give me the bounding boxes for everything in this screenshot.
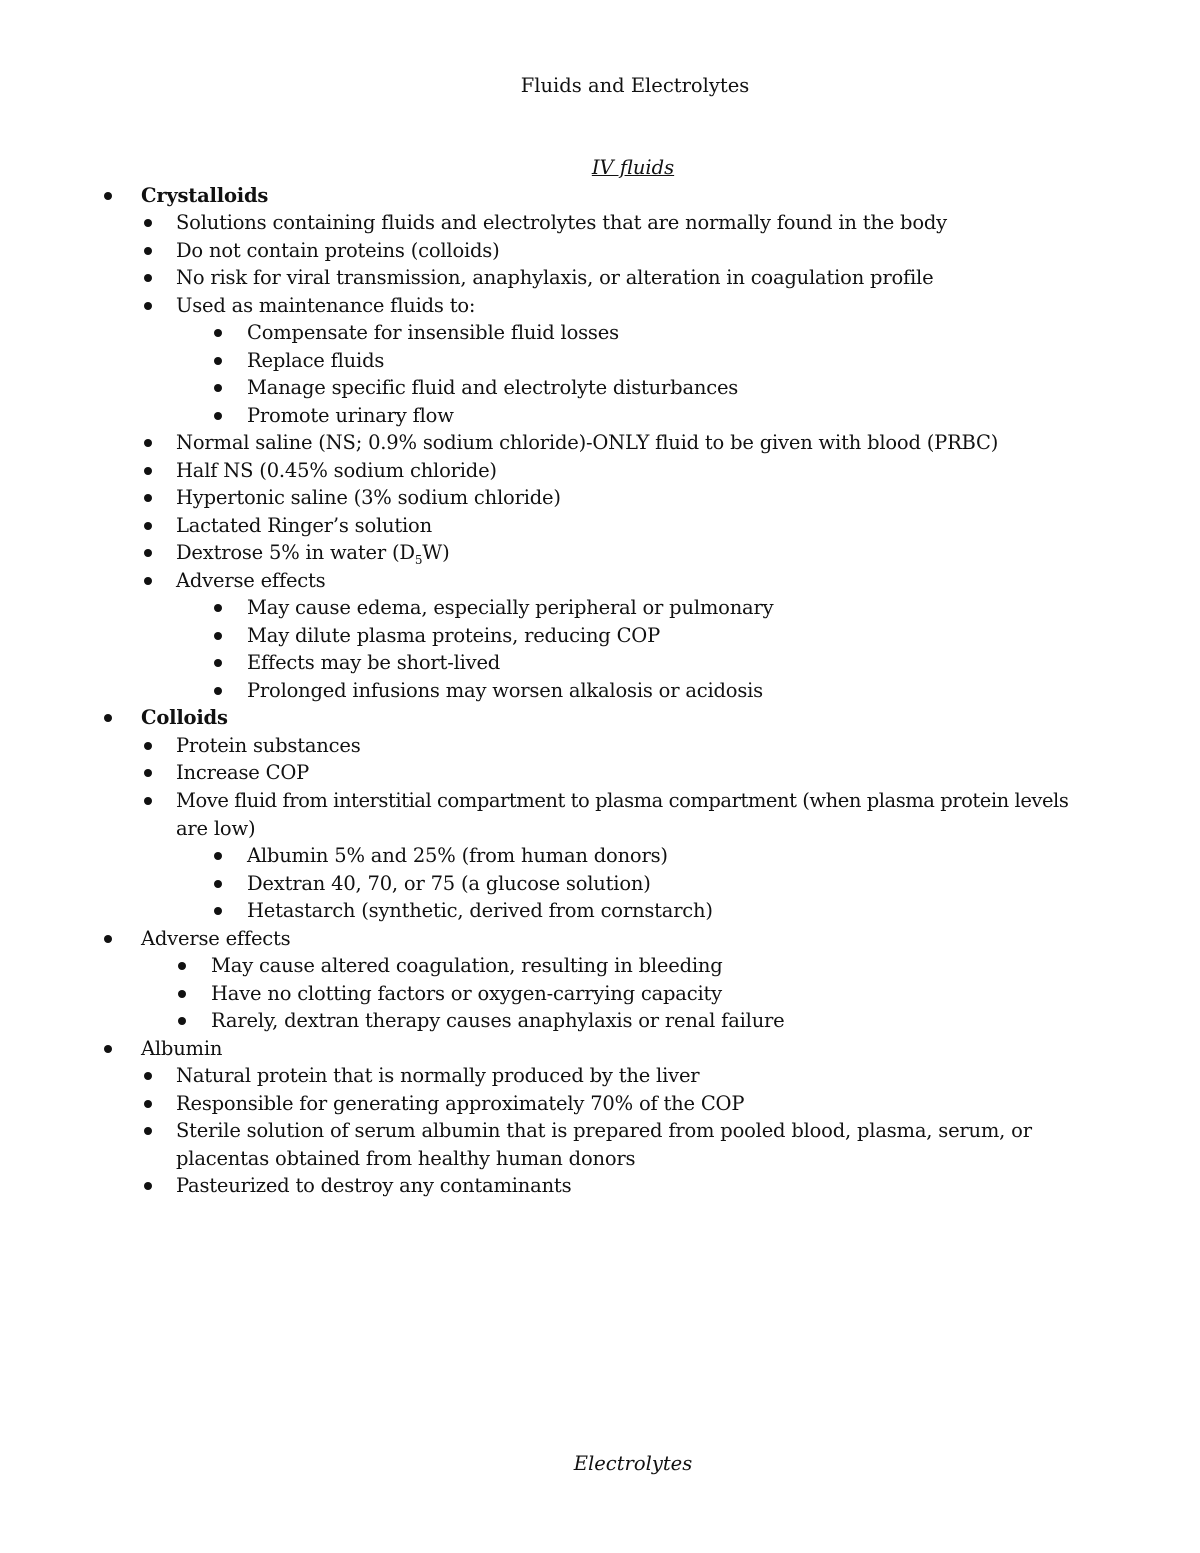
list-item-adverse-effects: Adverse effects [141, 927, 291, 950]
bullet-icon [214, 687, 222, 695]
bullet-icon [104, 1045, 112, 1053]
list-item: Protein substances [176, 734, 361, 757]
bullet-icon [144, 522, 152, 530]
document-title: Fluids and Electrolytes [520, 74, 750, 97]
subscript-text: 5 [414, 552, 423, 567]
list-item-colloids: Colloids [141, 706, 228, 729]
list-item: Do not contain proteins (colloids) [176, 239, 500, 262]
list-item: Replace fluids [247, 349, 385, 372]
bullet-icon [104, 714, 112, 722]
list-item: Manage specific fluid and electrolyte disturbances [247, 376, 739, 399]
section-heading-iv-fluids [0, 154, 1200, 182]
list-item: Dextran 40, 70, or 75 (a glucose solution) [247, 872, 651, 895]
bullet-icon [214, 880, 222, 888]
section-heading-text: IV fluids [591, 156, 675, 179]
bullet-icon [214, 357, 222, 365]
bullet-icon [144, 494, 152, 502]
list-item: Used as maintenance fluids to: [176, 294, 476, 317]
list-item: Effects may be short-lived [247, 651, 501, 674]
list-item: Promote urinary flow [247, 404, 454, 427]
list-item-albumin: Albumin [141, 1037, 223, 1060]
list-item: Hypertonic saline (3% sodium chloride) [176, 486, 561, 509]
bullet-icon [178, 962, 186, 970]
bullet-icon [104, 935, 112, 943]
bullet-icon [144, 769, 152, 777]
list-item: Pasteurized to destroy any contaminants [176, 1174, 572, 1197]
list-item: May cause altered coagulation, resulting in bleeding [211, 954, 723, 977]
bullet-icon [144, 247, 152, 255]
bullet-icon [214, 604, 222, 612]
list-item: Move fluid from interstitial compartment to plasma compartment (when plasma protein levels [176, 789, 1069, 812]
bullet-icon [144, 302, 152, 310]
list-item-dextrose [176, 539, 450, 567]
bullet-icon [144, 439, 152, 447]
bullet-icon [214, 852, 222, 860]
list-item: Prolonged infusions may worsen alkalosis or acidosis [247, 679, 763, 702]
list-item: Responsible for generating approximately 70% of the COP [176, 1092, 745, 1115]
list-item: Natural protein that is normally produced by the liver [176, 1064, 700, 1087]
list-item: Compensate for insensible fluid losses [247, 321, 619, 344]
section-heading-electrolytes: Electrolytes [573, 1452, 693, 1475]
bullet-icon [178, 990, 186, 998]
bullet-icon [144, 577, 152, 585]
list-item-continuation: are low) [176, 817, 256, 840]
bullet-icon [144, 1182, 152, 1190]
bullet-icon [178, 1017, 186, 1025]
bullet-icon [214, 329, 222, 337]
bullet-icon [144, 549, 152, 557]
list-item-continuation: placentas obtained from healthy human donors [176, 1147, 636, 1170]
bullet-icon [214, 632, 222, 640]
bullet-icon [144, 1100, 152, 1108]
list-item: Lactated Ringer’s solution [176, 514, 432, 537]
bullet-icon [214, 659, 222, 667]
list-item: Rarely, dextran therapy causes anaphylaxis or renal failure [211, 1009, 785, 1032]
list-item: Solutions containing fluids and electrolytes that are normally found in the body [176, 211, 947, 234]
list-item: Increase COP [176, 761, 310, 784]
bullet-icon [214, 384, 222, 392]
list-item: Half NS (0.45% sodium chloride) [176, 459, 497, 482]
list-item-text: Dextrose 5% in water (D [176, 541, 415, 564]
bullet-icon [214, 907, 222, 915]
list-item: Albumin 5% and 25% (from human donors) [247, 844, 668, 867]
list-item-crystalloids: Crystalloids [141, 184, 269, 207]
bullet-icon [214, 412, 222, 420]
list-item: Hetastarch (synthetic, derived from cornstarch) [247, 899, 713, 922]
list-item: May cause edema, especially peripheral or pulmonary [247, 596, 774, 619]
bullet-icon [144, 219, 152, 227]
list-item: May dilute plasma proteins, reducing COP [247, 624, 661, 647]
bullet-icon [104, 192, 112, 200]
bullet-icon [144, 274, 152, 282]
bullet-icon [144, 742, 152, 750]
bullet-icon [144, 467, 152, 475]
list-item: Sterile solution of serum albumin that is prepared from pooled blood, plasma, serum, or [176, 1119, 1032, 1142]
list-item: Normal saline (NS; 0.9% sodium chloride)-ONLY fluid to be given with blood (PRBC) [176, 431, 999, 454]
list-item: Have no clotting factors or oxygen-carrying capacity [211, 982, 722, 1005]
bullet-icon [144, 1072, 152, 1080]
bullet-icon [144, 797, 152, 805]
list-item-text: W) [422, 541, 450, 564]
bullet-icon [144, 1127, 152, 1135]
list-item: No risk for viral transmission, anaphylaxis, or alteration in coagulation profile [176, 266, 934, 289]
list-item: Adverse effects [176, 569, 326, 592]
